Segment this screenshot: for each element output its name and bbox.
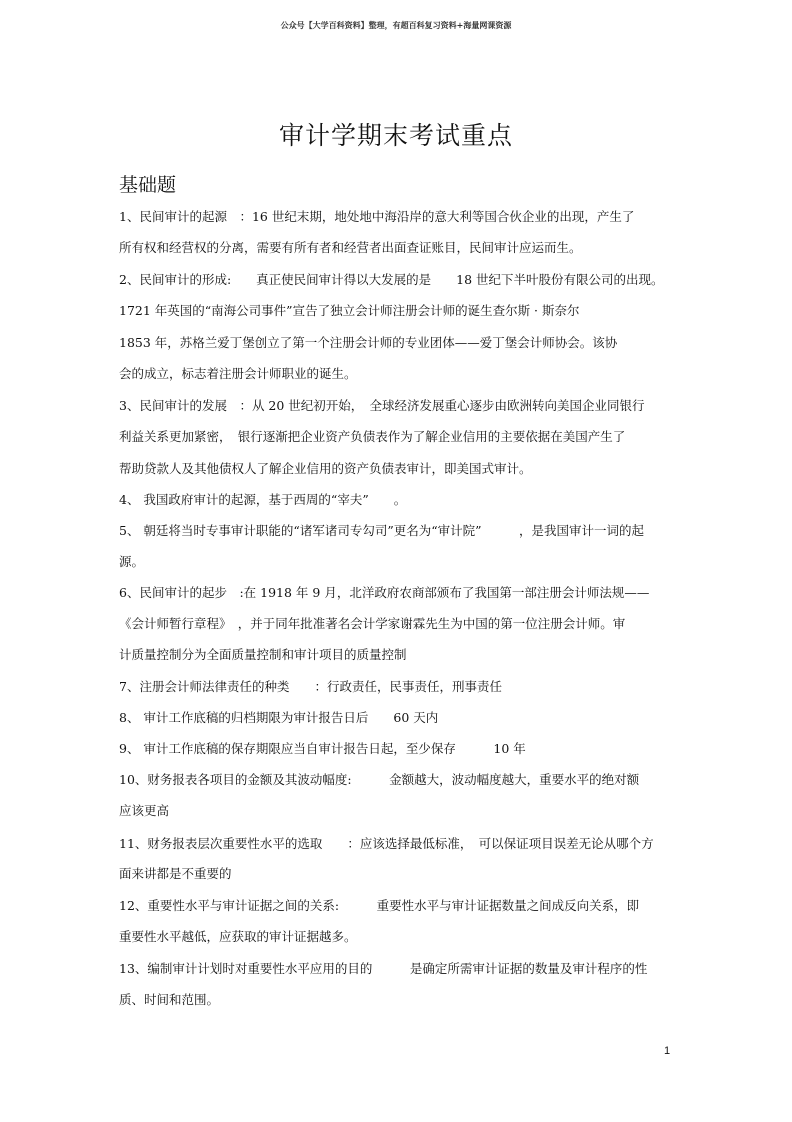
text-line: 6、民间审计的起步 :在 1918 年 9 月，北洋政府农商部颁布了我国第一部注册会计师法规——	[119, 585, 650, 600]
text-line: 1、民间审计的起源 ：16 世纪末期，地处地中海沿岸的意大利等国合伙企业的出现，产生了	[119, 209, 635, 224]
page-title: 审计学期末考试重点	[278, 121, 513, 150]
text-line: 《会计师暂行章程》 ，并于同年批准著名会计学家谢霖先生为中国的第一位注册会计师。审	[119, 616, 626, 631]
text-line: 11、财务报表层次重要性水平的选取 ：应该选择最低标准， 可以保证项目误差无论从哪个方	[119, 836, 654, 851]
text-line: 8、 审计工作底稿的归档期限为审计报告日后 60 天内	[119, 710, 439, 725]
header-note: 公众号【大学百科资料】整理，有超百科复习资料+海量网课资源	[280, 20, 512, 30]
text-line: 质、时间和范围。	[119, 992, 220, 1007]
text-line: 帮助贷款人及其他债权人了解企业信用的资产负债表审计，即美国式审计。	[119, 461, 532, 476]
text-line: 3、民间审计的发展 ：从 20 世纪初开始， 全球经济发展重心逐步由欧洲转向美国企业同银行	[119, 398, 645, 413]
section-heading: 基础题	[119, 174, 177, 196]
text-line: 重要性水平越低，应获取的审计证据越多。	[119, 929, 357, 944]
text-line: 计质量控制分为全面质量控制和审计项目的质量控制	[119, 647, 407, 662]
text-line: 源。	[119, 554, 145, 569]
text-line: 9、 审计工作底稿的保存期限应当自审计报告日起，至少保存 10 年	[119, 741, 526, 756]
text-line: 面来讲都是不重要的	[119, 866, 232, 881]
text-line: 2、民间审计的形成: 真正使民间审计得以大发展的是 18 世纪下半叶股份有限公司的出现。	[119, 272, 664, 287]
page-number: 1	[664, 1045, 671, 1057]
text-line: 1853 年，苏格兰爱丁堡创立了第一个注册会计师的专业团体——爱丁堡会计师协会。该协	[119, 335, 618, 350]
text-line: 1721 年英国的“南海公司事件”宣告了独立会计师注册会计师的诞生查尔斯 · 斯奈尔	[119, 303, 580, 318]
text-line: 所有权和经营权的分离，需要有所有者和经营者出面查证账目，民间审计应运而生。	[119, 240, 582, 255]
text-line: 应该更高	[119, 803, 170, 818]
text-line: 12、重要性水平与审计证据之间的关系: 重要性水平与审计证据数量之间成反向关系，即	[119, 898, 640, 913]
text-line: 会的成立，标志着注册会计师职业的诞生。	[119, 366, 357, 381]
text-line: 5、 朝廷将当时专事审计职能的“诸军诸司专勾司”更名为“审计院” ，是我国审计一词的起	[119, 523, 644, 538]
text-line: 7、注册会计师法律责任的种类 ：行政责任，民事责任，刑事责任	[119, 679, 502, 694]
text-line: 4、 我国政府审计的起源，基于西周的“宰夫” 。	[119, 492, 407, 507]
text-line: 利益关系更加紧密， 银行逐渐把企业资产负债表作为了解企业信用的主要依据在美国产生了	[119, 429, 626, 444]
text-line: 13、编制审计计划时对重要性水平应用的目的 是确定所需审计证据的数量及审计程序的性	[119, 961, 648, 976]
text-line: 10、财务报表各项目的金额及其波动幅度: 金额越大，波动幅度越大，重要水平的绝对额	[119, 772, 640, 787]
